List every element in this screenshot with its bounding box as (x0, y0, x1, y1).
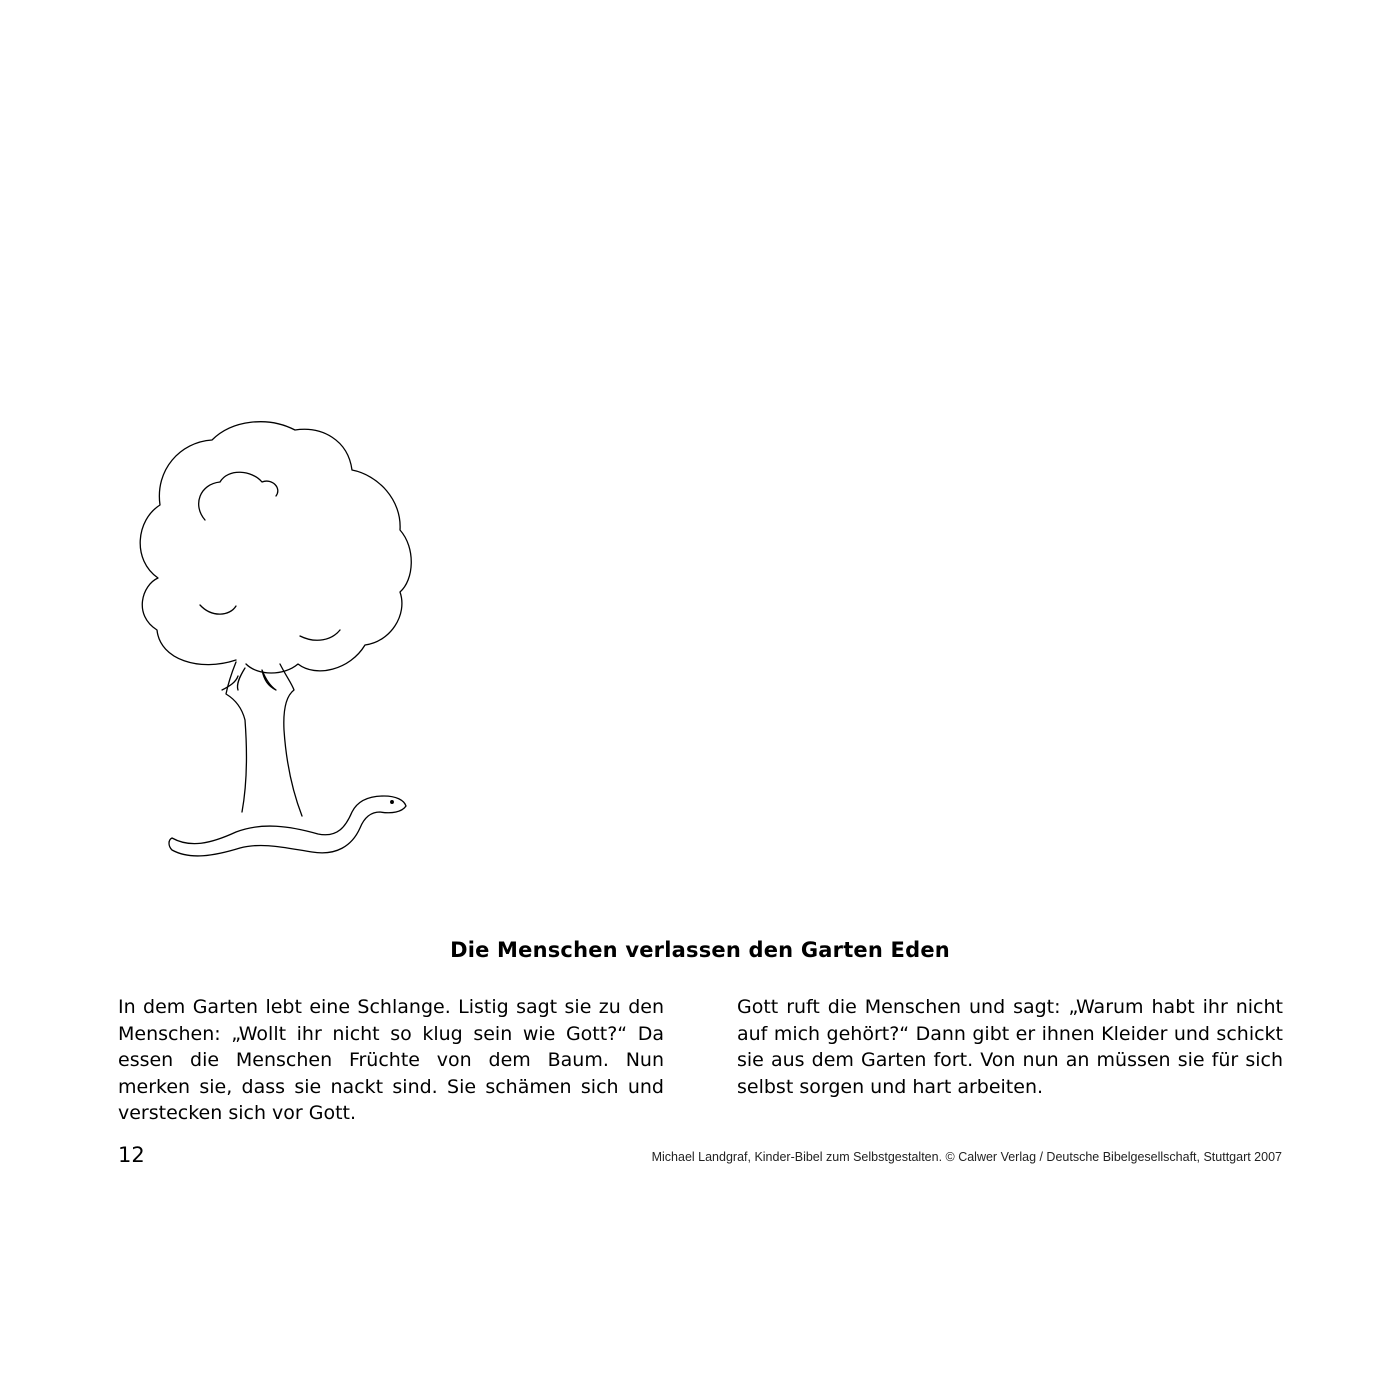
tree-and-snake-illustration (120, 405, 430, 875)
page-number: 12 (118, 1143, 145, 1167)
snake-icon (169, 796, 406, 856)
tree-icon (140, 422, 411, 816)
story-paragraph-right: Gott ruft die Menschen und sagt: „Warum habt ihr nicht auf mich gehört?“ Dann gibt er ihnen Kleider und schickt sie aus dem Garten fort. Von nun an müssen sie für sich selbst sorgen und hart arbeiten. (737, 996, 1283, 1098)
copyright-credit: Michael Landgraf, Kinder-Bibel zum Selbstgestalten. © Calwer Verlag / Deutsche Bibelgesellschaft, Stuttgart 2007 (651, 1150, 1282, 1164)
story-title: Die Menschen verlassen den Garten Eden (450, 938, 950, 962)
story-paragraph-left: In dem Garten lebt eine Schlange. Listig sagt sie zu den Menschen: „Wollt ihr nicht so klug sein wie Gott?“ Da essen die Menschen Früchte von dem Baum. Nun merken sie, dass sie nackt sind. Sie schämen sich und verstecken sich vor Gott. (118, 996, 664, 1125)
